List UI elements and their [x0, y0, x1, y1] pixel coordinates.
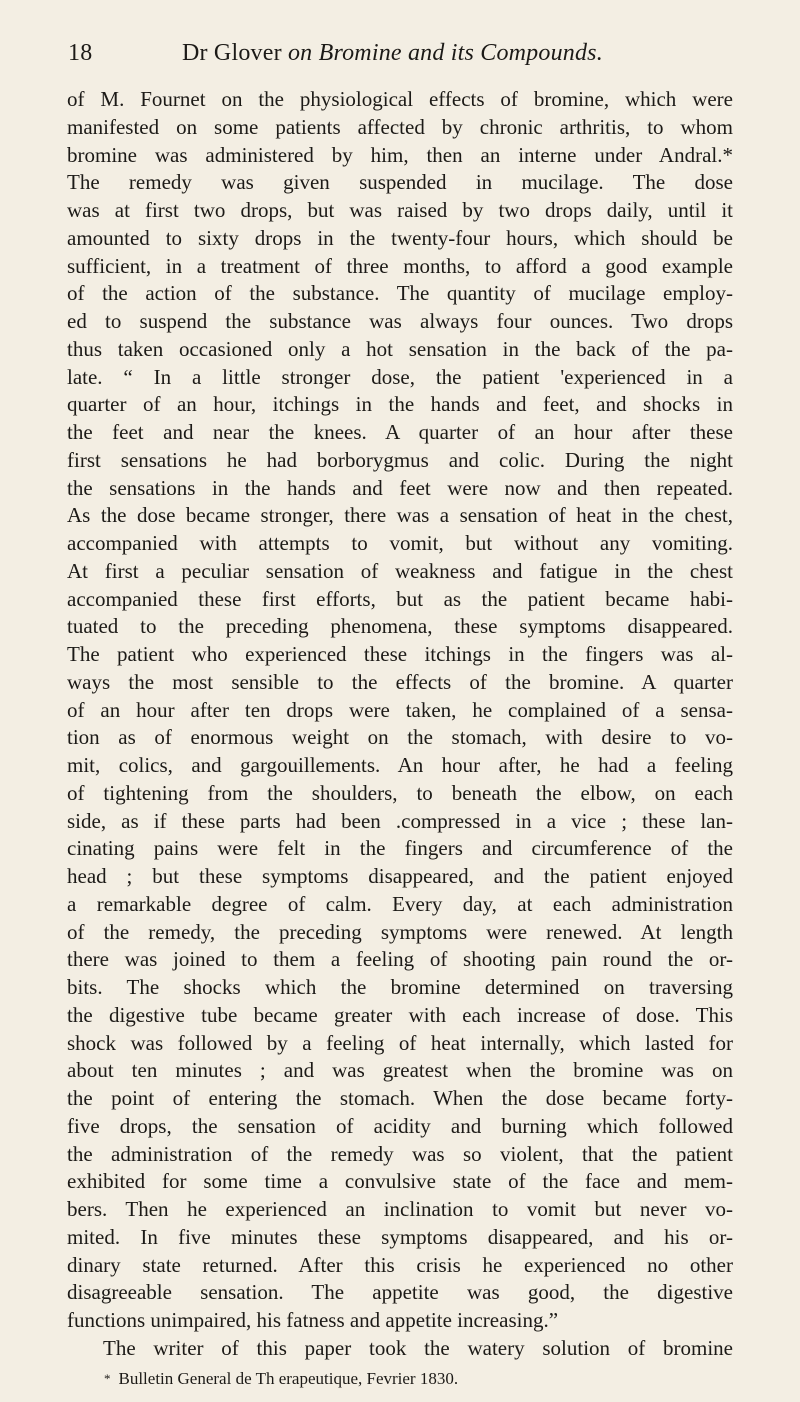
text-line: head ; but these symptoms disappeared, and the patient enjoyed	[67, 864, 733, 888]
text-line: accompanied with attempts to vomit, but without any vomiting.	[67, 531, 733, 555]
text-line: five drops, the sensation of acidity and burning which followed	[67, 1113, 733, 1138]
text-line: of the action of the substance. The quantity of mucilage employ-	[67, 281, 733, 306]
text-line: ways the most sensible to the effects of the bromine. A quarter	[67, 669, 733, 694]
text-line: the digestive tube became greater with each increase of dose. This	[67, 1002, 733, 1027]
text-line: ed to suspend the substance was always four ounces. Two drops	[67, 309, 733, 333]
text-line: bromine was administered by him, then an interne under Andral.*	[67, 142, 733, 167]
text-line: amounted to sixty drops in the twenty-four hours, which should be	[67, 225, 733, 250]
text-line: manifested on some patients affected by chronic arthritis, to whom	[67, 114, 733, 139]
text-line: there was joined to them a feeling of shooting pain round the or-	[67, 947, 733, 972]
text-line: first sensations he had borborygmus and colic. During the night	[67, 447, 733, 472]
footnote	[104, 1368, 744, 1390]
running-head	[182, 38, 603, 68]
text-line: cinating pains were felt in the fingers and circumference of the	[67, 836, 733, 861]
text-line: the administration of the remedy was so violent, that the patient	[67, 1141, 733, 1166]
text-line: exhibited for some time a convulsive state of the face and mem-	[67, 1169, 733, 1194]
text-line: dinary state returned. After this crisis he experienced no other	[67, 1252, 733, 1277]
text-line: As the dose became stronger, there was a sensation of heat in the chest,	[67, 503, 733, 528]
text-line: The remedy was given suspended in mucilage. The dose	[67, 170, 733, 195]
page-number: 18	[68, 40, 93, 66]
text-line: sufficient, in a treatment of three months, to afford a good example	[67, 253, 733, 278]
text-line: the feet and near the knees. A quarter of an hour after these	[67, 420, 733, 444]
running-head-title: Bromine and its Compounds.	[318, 40, 603, 66]
text-line: the sensations in the hands and feet were now and then repeated.	[67, 475, 733, 500]
text-line: of an hour after ten drops were taken, he complained of a sensa-	[67, 697, 733, 722]
text-line: functions unimpaired, his fatness and appetite increasing.”	[67, 1308, 559, 1332]
text-line: a remarkable degree of calm. Every day, at each administration	[67, 891, 733, 916]
text-line: shock was followed by a feeling of heat internally, which lasted for	[67, 1030, 733, 1055]
page-header	[68, 38, 730, 68]
text-line: side, as if these parts had been .compressed in a vice ; these lan-	[67, 808, 733, 833]
body-text	[67, 86, 733, 1363]
text-line: mited. In five minutes these symptoms disappeared, and his or-	[67, 1224, 733, 1249]
footnote-text: Bulletin General de Th erapeutique, Fevrier 1830.	[118, 1369, 459, 1388]
text-line: of M. Fournet on the physiological effects of bromine, which were	[67, 87, 733, 111]
text-line: of the remedy, the preceding symptoms were renewed. At length	[67, 919, 733, 944]
text-line: late. “ In a little stronger dose, the patient 'experienced in a	[67, 364, 733, 389]
footnote-mark: *	[104, 1371, 111, 1386]
text-line: accompanied these first efforts, but as the patient became habi-	[67, 586, 733, 611]
text-line: the point of entering the stomach. When the dose became forty-	[67, 1086, 733, 1110]
text-line: tuated to the preceding phenomena, these symptoms disappeared.	[67, 614, 733, 639]
text-line: mit, colics, and gargouillements. An hour after, he had a feeling	[67, 753, 733, 777]
text-line: thus taken occasioned only a hot sensation in the back of the pa-	[67, 336, 733, 361]
text-line: At first a peculiar sensation of weakness and fatigue in the chest	[67, 558, 733, 583]
text-line: about ten minutes ; and was greatest when the bromine was on	[67, 1058, 733, 1083]
text-line: of tightening from the shoulders, to beneath the elbow, on each	[67, 780, 733, 805]
text-line: bits. The shocks which the bromine determined on traversing	[67, 975, 733, 999]
text-line: The writer of this paper took the watery solution of bromine	[103, 1335, 733, 1360]
text-line: disagreeable sensation. The appetite was good, the digestive	[67, 1280, 733, 1305]
text-line: The patient who experienced these itchings in the fingers was al-	[67, 642, 733, 666]
running-head-author: Dr Glover	[182, 40, 282, 66]
text-line: bers. Then he experienced an inclination to vomit but never vo-	[67, 1197, 733, 1221]
running-head-on: on	[287, 40, 313, 66]
text-line: was at first two drops, but was raised by two drops daily, until it	[67, 198, 733, 222]
text-line: quarter of an hour, itchings in the hands and feet, and shocks in	[67, 392, 733, 417]
text-line: tion as of enormous weight on the stomach, with desire to vo-	[67, 725, 733, 750]
